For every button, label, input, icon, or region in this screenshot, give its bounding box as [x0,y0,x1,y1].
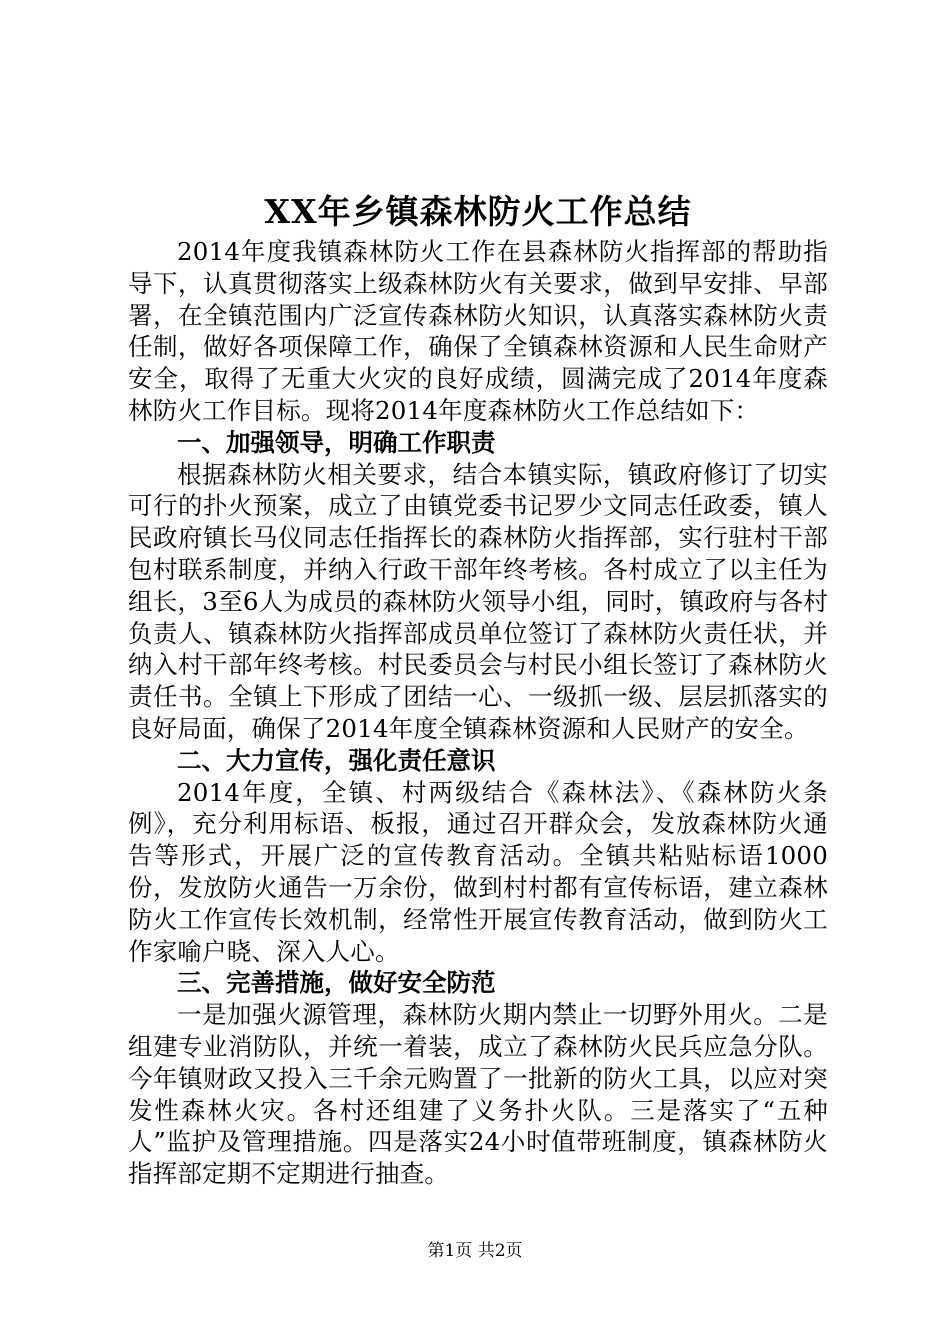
document-title: XX年乡镇森林防火工作总结 [264,192,692,231]
page-footer: 第1页 共2页 [427,1241,523,1261]
section-1-heading: 一、加强领导，明确工作职责 [177,427,496,457]
section-3-paragraph: 一是加强火源管理，森林防火期内禁止一切野外用火。二是组建专业消防队，并统一着装，成立了森林防火民兵应急分队。今年镇财政又投入三千余元购置了一批新的防火工具，以应对突发性森林火灾。各村还组建了义务扑火队。三是落实了“五种人”监护及管理措施。四是落实24小时值带班制度，镇森林防火指挥部定期不定期进行抽查。 [128,1000,828,1189]
document-body [128,188,828,1190]
section-3-heading: 三、完善措施，做好安全防范 [177,968,496,998]
intro-paragraph: 2014年度我镇森林防火工作在县森林防火指挥部的帮助指导下，认真贯彻落实上级森林防火有关要求，做到早安排、早部署，在全镇范围内广泛宣传森林防火知识，认真落实森林防火责任制，做好各项保障工作，确保了全镇森林资源和人民生命财产安全，取得了无重大火灾的良好成绩，圆满完成了2014年度森林防火工作目标。现将2014年度森林防火工作总结如下： [128,237,828,425]
section-2-heading: 二、大力宣传，强化责任意识 [177,745,496,775]
section-1-paragraph: 根据森林防火相关要求，结合本镇实际，镇政府修订了切实可行的扑火预案，成立了由镇党委书记罗少文同志任政委，镇人民政府镇长马仪同志任指挥长的森林防火指挥部，实行驻村干部包村联系制度，并纳入行政干部年终考核。各村成立了以主任为组长，3至6人为成员的森林防火领导小组，同时，镇政府与各村负责人、镇森林防火指挥部成员单位签订了森林防火责任状，并纳入村干部年终考核。村民委员会与村民小组长签订了森林防火责任书。全镇上下形成了团结一心、一级抓一级、层层抓落实的良好局面，确保了2014年度全镇森林资源和人民财产的安全。 [128,459,828,743]
section-2-paragraph: 2014年度，全镇、村两级结合《森林法》、《森林防火条例》，充分利用标语、板报，通过召开群众会，发放森林防火通告等形式，开展广泛的宣传教育活动。全镇共粘贴标语1000份，发放防火通告一万余份，做到村村都有宣传标语，建立森林防火工作宣传长效机制，经常性开展宣传教育活动，做到防火工作家喻户晓、深入人心。 [128,777,828,966]
